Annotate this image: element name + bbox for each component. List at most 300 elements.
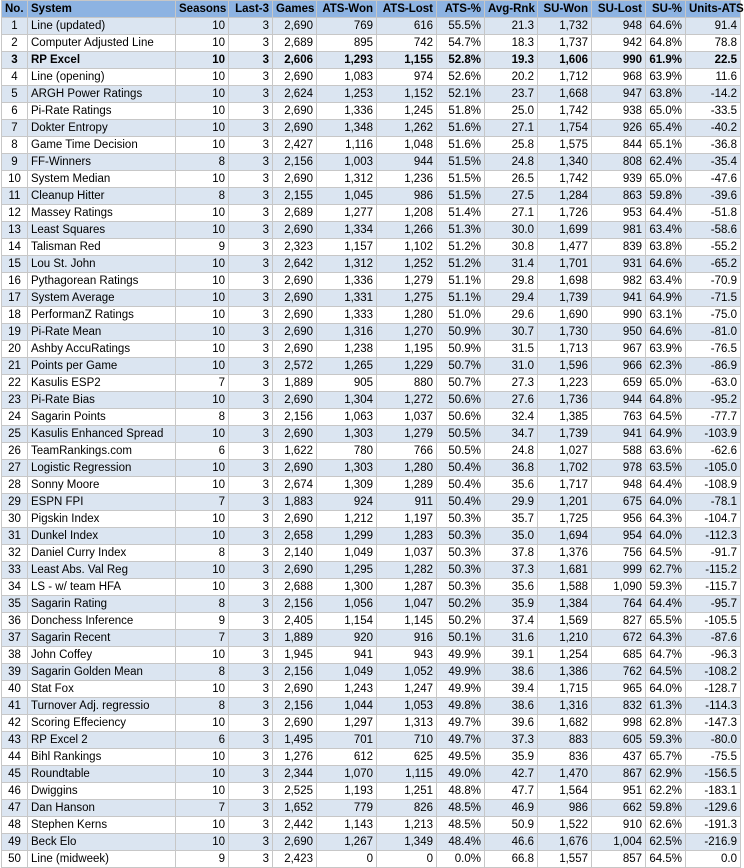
- cell-su-lost: 685: [592, 647, 646, 664]
- header-no[interactable]: No.: [2, 1, 28, 18]
- cell-ats-lost: 625: [377, 749, 437, 766]
- cell-games: 2,642: [273, 256, 317, 273]
- cell-ats-won: 780: [317, 443, 377, 460]
- cell-su-pct: 65.1%: [646, 137, 686, 154]
- cell-units-ats: -47.6: [686, 171, 741, 188]
- cell-ats-won: 1,334: [317, 222, 377, 239]
- cell-ats-won: 1,336: [317, 273, 377, 290]
- cell-avg-rnk: 31.0: [485, 358, 538, 375]
- cell-su-pct: 65.7%: [646, 749, 686, 766]
- table-row[interactable]: [2, 562, 741, 579]
- cell-system: TeamRankings.com: [28, 443, 176, 460]
- cell-su-lost: 998: [592, 715, 646, 732]
- cell-games: 2,140: [273, 545, 317, 562]
- cell-ats-lost: 944: [377, 154, 437, 171]
- cell-ats-won: 1,049: [317, 545, 377, 562]
- cell-ats-won: 1,336: [317, 103, 377, 120]
- cell-su-won: 1,713: [538, 341, 592, 358]
- cell-system: Daniel Curry Index: [28, 545, 176, 562]
- table-row[interactable]: [2, 205, 741, 222]
- cell-seasons: 10: [176, 324, 229, 341]
- table-row[interactable]: [2, 137, 741, 154]
- cell-last-3: 3: [229, 273, 273, 290]
- cell-ats-pct: 52.1%: [437, 86, 485, 103]
- cell-units-ats: -105.5: [686, 613, 741, 630]
- cell-no: 23: [2, 392, 28, 409]
- cell-su-lost: 948: [592, 18, 646, 35]
- table-row[interactable]: [2, 783, 741, 800]
- header-games[interactable]: Games: [273, 1, 317, 18]
- cell-no: 36: [2, 613, 28, 630]
- cell-su-won: 1,254: [538, 647, 592, 664]
- cell-no: 43: [2, 732, 28, 749]
- cell-games: 1,276: [273, 749, 317, 766]
- cell-last-3: 3: [229, 511, 273, 528]
- cell-ats-pct: 50.3%: [437, 511, 485, 528]
- cell-units-ats: -80.0: [686, 732, 741, 749]
- header-su-pct[interactable]: SU-%: [646, 1, 686, 18]
- cell-su-lost: 588: [592, 443, 646, 460]
- cell-games: 2,689: [273, 205, 317, 222]
- header-seasons[interactable]: Seasons: [176, 1, 229, 18]
- cell-last-3: 3: [229, 18, 273, 35]
- cell-no: 39: [2, 664, 28, 681]
- cell-units-ats: -105.0: [686, 460, 741, 477]
- table-row[interactable]: [2, 579, 741, 596]
- cell-ats-lost: 1,349: [377, 834, 437, 851]
- cell-last-3: 3: [229, 52, 273, 69]
- header-system[interactable]: System: [28, 1, 176, 18]
- cell-units-ats: -115.7: [686, 579, 741, 596]
- cell-games: 2,423: [273, 851, 317, 868]
- table-row[interactable]: [2, 460, 741, 477]
- table-row[interactable]: [2, 256, 741, 273]
- table-row[interactable]: [2, 715, 741, 732]
- cell-last-3: 3: [229, 613, 273, 630]
- cell-su-pct: 64.4%: [646, 477, 686, 494]
- cell-avg-rnk: 34.7: [485, 426, 538, 443]
- cell-ats-lost: 1,275: [377, 290, 437, 307]
- table-row[interactable]: [2, 154, 741, 171]
- cell-seasons: 10: [176, 511, 229, 528]
- cell-ats-lost: 1,280: [377, 460, 437, 477]
- table-row[interactable]: [2, 817, 741, 834]
- cell-su-won: 1,694: [538, 528, 592, 545]
- cell-seasons: 10: [176, 426, 229, 443]
- table-row[interactable]: [2, 69, 741, 86]
- cell-ats-won: 1,309: [317, 477, 377, 494]
- cell-su-pct: 63.6%: [646, 443, 686, 460]
- cell-seasons: 10: [176, 647, 229, 664]
- cell-ats-pct: 52.8%: [437, 52, 485, 69]
- cell-ats-pct: 49.0%: [437, 766, 485, 783]
- cell-ats-lost: 742: [377, 35, 437, 52]
- cell-seasons: 10: [176, 69, 229, 86]
- cell-units-ats: 0.0: [686, 851, 741, 868]
- cell-avg-rnk: 35.7: [485, 511, 538, 528]
- cell-avg-rnk: 23.7: [485, 86, 538, 103]
- cell-no: 10: [2, 171, 28, 188]
- cell-no: 15: [2, 256, 28, 273]
- cell-su-won: 1,739: [538, 290, 592, 307]
- cell-su-won: 1,210: [538, 630, 592, 647]
- cell-units-ats: -129.6: [686, 800, 741, 817]
- cell-ats-won: 1,348: [317, 120, 377, 137]
- table-row[interactable]: [2, 290, 741, 307]
- cell-last-3: 3: [229, 358, 273, 375]
- cell-games: 2,624: [273, 86, 317, 103]
- cell-ats-lost: 1,048: [377, 137, 437, 154]
- cell-system: LS - w/ team HFA: [28, 579, 176, 596]
- cell-avg-rnk: 27.1: [485, 120, 538, 137]
- cell-no: 17: [2, 290, 28, 307]
- table-row[interactable]: [2, 613, 741, 630]
- cell-ats-pct: 50.5%: [437, 443, 485, 460]
- cell-last-3: 3: [229, 375, 273, 392]
- cell-last-3: 3: [229, 205, 273, 222]
- cell-last-3: 3: [229, 715, 273, 732]
- table-row[interactable]: [2, 35, 741, 52]
- cell-su-lost: 827: [592, 613, 646, 630]
- cell-su-won: 1,690: [538, 307, 592, 324]
- cell-games: 2,658: [273, 528, 317, 545]
- cell-su-lost: 931: [592, 256, 646, 273]
- cell-system: Least Squares: [28, 222, 176, 239]
- cell-units-ats: -147.3: [686, 715, 741, 732]
- cell-su-pct: 64.4%: [646, 205, 686, 222]
- cell-su-won: 1,754: [538, 120, 592, 137]
- table-row[interactable]: [2, 630, 741, 647]
- table-row[interactable]: [2, 681, 741, 698]
- cell-su-lost: 939: [592, 171, 646, 188]
- table-row[interactable]: [2, 222, 741, 239]
- cell-no: 5: [2, 86, 28, 103]
- table-row[interactable]: [2, 103, 741, 120]
- cell-system: Pi-Rate Mean: [28, 324, 176, 341]
- cell-su-lost: 950: [592, 324, 646, 341]
- header-avg-rnk[interactable]: Avg-Rnk: [485, 1, 538, 18]
- cell-system: Pi-Rate Ratings: [28, 103, 176, 120]
- table-row[interactable]: [2, 443, 741, 460]
- cell-units-ats: -70.9: [686, 273, 741, 290]
- header-last-3[interactable]: Last-3: [229, 1, 273, 18]
- cell-ats-pct: 49.9%: [437, 647, 485, 664]
- cell-su-pct: 62.8%: [646, 715, 686, 732]
- cell-games: 1,622: [273, 443, 317, 460]
- cell-no: 35: [2, 596, 28, 613]
- header-ats-lost[interactable]: ATS-Lost: [377, 1, 437, 18]
- cell-su-won: 1,564: [538, 783, 592, 800]
- cell-ats-lost: 1,279: [377, 273, 437, 290]
- cell-system: Pi-Rate Bias: [28, 392, 176, 409]
- table-row[interactable]: [2, 86, 741, 103]
- cell-games: 2,690: [273, 120, 317, 137]
- cell-ats-lost: 1,266: [377, 222, 437, 239]
- cell-units-ats: -81.0: [686, 324, 741, 341]
- table-row[interactable]: [2, 800, 741, 817]
- cell-avg-rnk: 35.9: [485, 596, 538, 613]
- cell-su-lost: 662: [592, 800, 646, 817]
- cell-no: 19: [2, 324, 28, 341]
- table-row[interactable]: [2, 409, 741, 426]
- cell-ats-won: 1,297: [317, 715, 377, 732]
- cell-system: Talisman Red: [28, 239, 176, 256]
- table-row[interactable]: [2, 375, 741, 392]
- cell-ats-won: 1,083: [317, 69, 377, 86]
- cell-seasons: 10: [176, 766, 229, 783]
- cell-units-ats: -63.0: [686, 375, 741, 392]
- cell-su-won: 1,737: [538, 35, 592, 52]
- table-row[interactable]: [2, 188, 741, 205]
- cell-units-ats: -91.7: [686, 545, 741, 562]
- cell-units-ats: 78.8: [686, 35, 741, 52]
- cell-seasons: 8: [176, 545, 229, 562]
- cell-ats-lost: 1,313: [377, 715, 437, 732]
- cell-ats-pct: 49.9%: [437, 681, 485, 698]
- cell-ats-pct: 55.5%: [437, 18, 485, 35]
- table-row[interactable]: [2, 426, 741, 443]
- cell-avg-rnk: 27.6: [485, 392, 538, 409]
- cell-su-lost: 942: [592, 35, 646, 52]
- cell-su-won: 1,742: [538, 171, 592, 188]
- cell-ats-lost: 911: [377, 494, 437, 511]
- cell-ats-won: 1,312: [317, 256, 377, 273]
- cell-units-ats: -40.2: [686, 120, 741, 137]
- cell-su-pct: 64.7%: [646, 647, 686, 664]
- table-row[interactable]: [2, 52, 741, 69]
- cell-su-pct: 64.6%: [646, 18, 686, 35]
- table-row[interactable]: [2, 851, 741, 868]
- cell-units-ats: -51.8: [686, 205, 741, 222]
- cell-su-lost: 437: [592, 749, 646, 766]
- header-ats-won[interactable]: ATS-Won: [317, 1, 377, 18]
- cell-system: Line (opening): [28, 69, 176, 86]
- cell-su-pct: 64.5%: [646, 545, 686, 562]
- cell-ats-lost: 1,102: [377, 239, 437, 256]
- cell-seasons: 10: [176, 579, 229, 596]
- cell-last-3: 3: [229, 154, 273, 171]
- cell-no: 47: [2, 800, 28, 817]
- cell-seasons: 9: [176, 851, 229, 868]
- cell-games: 1,889: [273, 375, 317, 392]
- cell-system: Dokter Entropy: [28, 120, 176, 137]
- cell-units-ats: -108.9: [686, 477, 741, 494]
- cell-last-3: 3: [229, 834, 273, 851]
- table-row[interactable]: [2, 528, 741, 545]
- cell-no: 4: [2, 69, 28, 86]
- table-row[interactable]: [2, 834, 741, 851]
- header-ats-pct[interactable]: ATS-%: [437, 1, 485, 18]
- cell-ats-pct: 48.4%: [437, 834, 485, 851]
- table-row[interactable]: [2, 120, 741, 137]
- cell-su-lost: 953: [592, 205, 646, 222]
- cell-ats-won: 1,333: [317, 307, 377, 324]
- cell-ats-pct: 54.7%: [437, 35, 485, 52]
- cell-games: 2,690: [273, 69, 317, 86]
- cell-su-pct: 64.6%: [646, 324, 686, 341]
- cell-system: Sagarin Golden Mean: [28, 664, 176, 681]
- cell-system: Sagarin Recent: [28, 630, 176, 647]
- cell-last-3: 3: [229, 477, 273, 494]
- table-row[interactable]: [2, 698, 741, 715]
- cell-no: 6: [2, 103, 28, 120]
- cell-su-lost: 948: [592, 477, 646, 494]
- cell-ats-pct: 51.6%: [437, 137, 485, 154]
- table-row[interactable]: [2, 341, 741, 358]
- table-row[interactable]: [2, 273, 741, 290]
- table-row[interactable]: [2, 392, 741, 409]
- cell-ats-pct: 49.8%: [437, 698, 485, 715]
- header-su-lost[interactable]: SU-Lost: [592, 1, 646, 18]
- cell-system: RP Excel 2: [28, 732, 176, 749]
- cell-ats-lost: 1,152: [377, 86, 437, 103]
- cell-su-pct: 65.5%: [646, 613, 686, 630]
- cell-avg-rnk: 36.8: [485, 460, 538, 477]
- cell-ats-pct: 51.0%: [437, 307, 485, 324]
- cell-ats-pct: 50.9%: [437, 341, 485, 358]
- cell-units-ats: -216.9: [686, 834, 741, 851]
- cell-last-3: 3: [229, 188, 273, 205]
- cell-su-lost: 947: [592, 86, 646, 103]
- cell-su-lost: 966: [592, 358, 646, 375]
- cell-no: 46: [2, 783, 28, 800]
- table-row[interactable]: [2, 171, 741, 188]
- cell-ats-won: 1,312: [317, 171, 377, 188]
- cell-ats-lost: 1,197: [377, 511, 437, 528]
- table-row[interactable]: [2, 749, 741, 766]
- cell-avg-rnk: 42.7: [485, 766, 538, 783]
- cell-avg-rnk: 27.3: [485, 375, 538, 392]
- cell-system: Beck Elo: [28, 834, 176, 851]
- cell-ats-pct: 51.8%: [437, 103, 485, 120]
- cell-games: 2,690: [273, 18, 317, 35]
- cell-ats-lost: 1,280: [377, 307, 437, 324]
- cell-ats-lost: 1,115: [377, 766, 437, 783]
- cell-seasons: 10: [176, 18, 229, 35]
- cell-su-pct: 64.3%: [646, 630, 686, 647]
- cell-su-won: 1,682: [538, 715, 592, 732]
- cell-system: Lou St. John: [28, 256, 176, 273]
- cell-ats-pct: 50.7%: [437, 375, 485, 392]
- table-row[interactable]: [2, 596, 741, 613]
- cell-system: Least Abs. Val Reg: [28, 562, 176, 579]
- cell-last-3: 3: [229, 239, 273, 256]
- cell-avg-rnk: 35.0: [485, 528, 538, 545]
- cell-system: Donchess Inference: [28, 613, 176, 630]
- cell-ats-won: 1,056: [317, 596, 377, 613]
- cell-su-pct: 64.0%: [646, 494, 686, 511]
- cell-system: System Average: [28, 290, 176, 307]
- cell-last-3: 3: [229, 783, 273, 800]
- cell-su-won: 1,668: [538, 86, 592, 103]
- cell-ats-won: 1,316: [317, 324, 377, 341]
- header-units-ats[interactable]: Units-ATS: [686, 1, 741, 18]
- cell-system: Stephen Kerns: [28, 817, 176, 834]
- cell-su-lost: 764: [592, 596, 646, 613]
- table-row[interactable]: [2, 647, 741, 664]
- cell-last-3: 3: [229, 647, 273, 664]
- table-row[interactable]: [2, 307, 741, 324]
- cell-su-lost: 999: [592, 562, 646, 579]
- cell-no: 22: [2, 375, 28, 392]
- cell-su-won: 1,477: [538, 239, 592, 256]
- table-row[interactable]: [2, 545, 741, 562]
- cell-ats-won: 1,157: [317, 239, 377, 256]
- cell-ats-won: 924: [317, 494, 377, 511]
- cell-ats-lost: 826: [377, 800, 437, 817]
- cell-games: 1,945: [273, 647, 317, 664]
- table-row[interactable]: [2, 511, 741, 528]
- cell-ats-lost: 986: [377, 188, 437, 205]
- cell-ats-won: 1,003: [317, 154, 377, 171]
- cell-ats-lost: 1,052: [377, 664, 437, 681]
- cell-su-won: 1,284: [538, 188, 592, 205]
- cell-units-ats: -62.6: [686, 443, 741, 460]
- cell-su-pct: 64.6%: [646, 256, 686, 273]
- cell-games: 2,525: [273, 783, 317, 800]
- header-su-won[interactable]: SU-Won: [538, 1, 592, 18]
- cell-su-pct: 64.8%: [646, 35, 686, 52]
- cell-last-3: 3: [229, 528, 273, 545]
- cell-ats-won: 1,116: [317, 137, 377, 154]
- cell-games: 1,495: [273, 732, 317, 749]
- table-row[interactable]: [2, 239, 741, 256]
- table-row[interactable]: [2, 358, 741, 375]
- cell-no: 32: [2, 545, 28, 562]
- cell-su-lost: 756: [592, 545, 646, 562]
- table-row[interactable]: [2, 324, 741, 341]
- table-row[interactable]: [2, 494, 741, 511]
- cell-ats-won: 1,212: [317, 511, 377, 528]
- cell-su-won: 883: [538, 732, 592, 749]
- table-row[interactable]: [2, 766, 741, 783]
- cell-last-3: 3: [229, 120, 273, 137]
- cell-system: Computer Adjusted Line: [28, 35, 176, 52]
- cell-su-lost: 762: [592, 664, 646, 681]
- cell-su-won: 1,715: [538, 681, 592, 698]
- cell-seasons: 7: [176, 375, 229, 392]
- cell-ats-lost: 1,037: [377, 409, 437, 426]
- cell-units-ats: -128.7: [686, 681, 741, 698]
- cell-ats-won: 701: [317, 732, 377, 749]
- cell-units-ats: -77.7: [686, 409, 741, 426]
- cell-seasons: 9: [176, 239, 229, 256]
- cell-ats-pct: 50.3%: [437, 579, 485, 596]
- cell-su-won: 1,316: [538, 698, 592, 715]
- cell-su-won: 1,732: [538, 18, 592, 35]
- cell-avg-rnk: 31.4: [485, 256, 538, 273]
- cell-su-pct: 64.4%: [646, 596, 686, 613]
- cell-units-ats: -76.5: [686, 341, 741, 358]
- cell-no: 49: [2, 834, 28, 851]
- table-row[interactable]: [2, 477, 741, 494]
- cell-ats-won: 1,049: [317, 664, 377, 681]
- cell-ats-pct: 49.5%: [437, 749, 485, 766]
- cell-ats-lost: 1,270: [377, 324, 437, 341]
- table-row[interactable]: [2, 732, 741, 749]
- cell-units-ats: -75.5: [686, 749, 741, 766]
- cell-last-3: 3: [229, 749, 273, 766]
- cell-units-ats: 22.5: [686, 52, 741, 69]
- cell-ats-pct: 50.7%: [437, 358, 485, 375]
- table-row[interactable]: [2, 664, 741, 681]
- cell-units-ats: -75.0: [686, 307, 741, 324]
- cell-su-lost: 938: [592, 103, 646, 120]
- table-row[interactable]: [2, 18, 741, 35]
- cell-avg-rnk: 35.6: [485, 477, 538, 494]
- cell-ats-won: 920: [317, 630, 377, 647]
- cell-system: PerformanZ Ratings: [28, 307, 176, 324]
